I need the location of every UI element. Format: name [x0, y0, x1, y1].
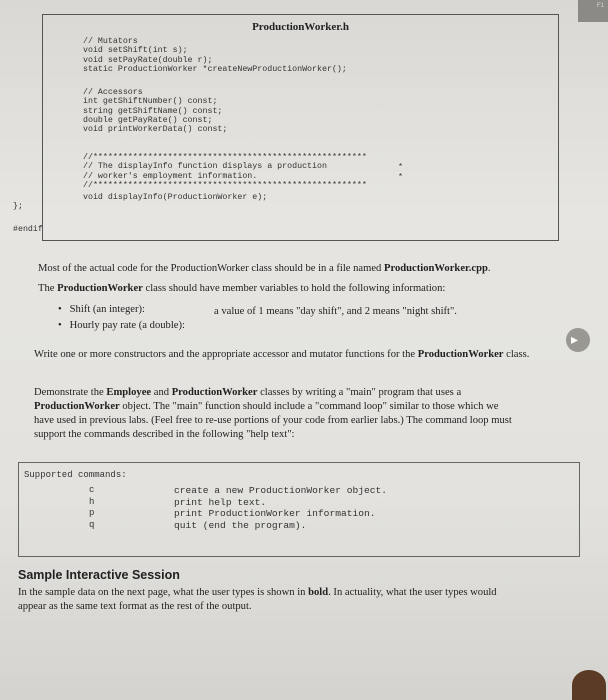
code-line: int getShiftNumber() const;	[83, 97, 218, 107]
code-line: void setShift(int s);	[83, 46, 188, 56]
code-line: void setPayRate(double r);	[83, 55, 213, 65]
key-label: F1	[596, 3, 604, 9]
code-line: // The displayInfo function displays a production	[83, 162, 327, 172]
help-text-box	[18, 462, 580, 557]
code-line: // Accessors	[83, 88, 143, 97]
command-description: quit (end the program).	[174, 519, 307, 531]
code-line: void printWorkerData() const;	[83, 125, 228, 135]
command-key: h	[89, 496, 95, 507]
code-line: //*******************************************************	[83, 180, 367, 190]
paragraph-constructors: Write one or more constructors and the appropriate accessor and mutator functions for the ProductionWorker class.	[34, 349, 530, 360]
code-line: double getPayRate() const;	[83, 115, 213, 125]
bullet-pay-rate: • Hourly pay rate (a double):	[58, 320, 185, 331]
command-description: print help text.	[174, 496, 267, 508]
demonstrate-line: have used in previous labs. (Feel free to re-use portions of your code from earlier labs.) The command loop must	[34, 415, 512, 426]
header-file-title: ProductionWorker.h	[252, 21, 349, 33]
paragraph-sample-session	[18, 586, 588, 614]
paragraph-demonstrate	[34, 386, 594, 442]
accessors-block	[83, 88, 227, 134]
code-line: //*******************************************************	[83, 153, 367, 162]
comment-border-mark: *	[398, 163, 403, 172]
demonstrate-line: support the commands described in the following "help text":	[34, 429, 295, 440]
bullet-shift-description: a value of 1 means "day shift", and 2 means "night shift".	[214, 306, 457, 317]
endif-directive: #endif	[13, 225, 43, 234]
comment-border-mark: *	[398, 173, 403, 182]
command-description: print ProductionWorker information.	[174, 508, 376, 519]
mutators-block	[83, 37, 347, 74]
code-line: string getShiftName() const;	[83, 106, 223, 116]
command-descriptions	[174, 485, 387, 531]
command-key: q	[89, 519, 95, 530]
command-key: p	[89, 508, 95, 518]
assistive-touch-icon: ▸	[566, 328, 590, 352]
section-heading: Sample Interactive Session	[18, 568, 180, 582]
header-file-box	[13, 14, 559, 241]
code-line: // Mutators	[83, 37, 138, 46]
demonstrate-line: ProductionWorker object. The "main" function should include a "command loop" similar to those which we	[34, 401, 499, 412]
sample-line: In the sample data on the next page, what the user types is shown in bold. In actuality, what the user types would	[18, 587, 497, 598]
paragraph-member-variables: The ProductionWorker class should have member variables to hold the following information:	[38, 283, 446, 294]
sample-line: appear as the same text format as the rest of the output.	[18, 601, 252, 612]
commands-title: Supported commands:	[24, 470, 127, 480]
code-line: static ProductionWorker *createNewProductionWorker();	[83, 64, 347, 74]
finger-shadow	[572, 670, 606, 700]
comment-block	[83, 153, 367, 190]
command-description: create a new ProductionWorker object.	[174, 485, 388, 496]
display-info-declaration: void displayInfo(ProductionWorker e);	[83, 193, 268, 202]
command-keys	[89, 485, 94, 531]
code-line: // worker's employment information.	[83, 171, 258, 181]
keyboard-corner	[578, 0, 608, 22]
command-key: c	[89, 485, 95, 495]
paragraph-cpp-file: Most of the actual code for the ProductionWorker class should be in a file named ProductionWorker.cpp.	[38, 263, 491, 274]
class-closing: };	[13, 202, 23, 211]
demonstrate-line: Demonstrate the Employee and ProductionWorker classes by writing a "main" program that uses a	[34, 387, 462, 398]
bullet-shift: • Shift (an integer):	[58, 304, 145, 315]
